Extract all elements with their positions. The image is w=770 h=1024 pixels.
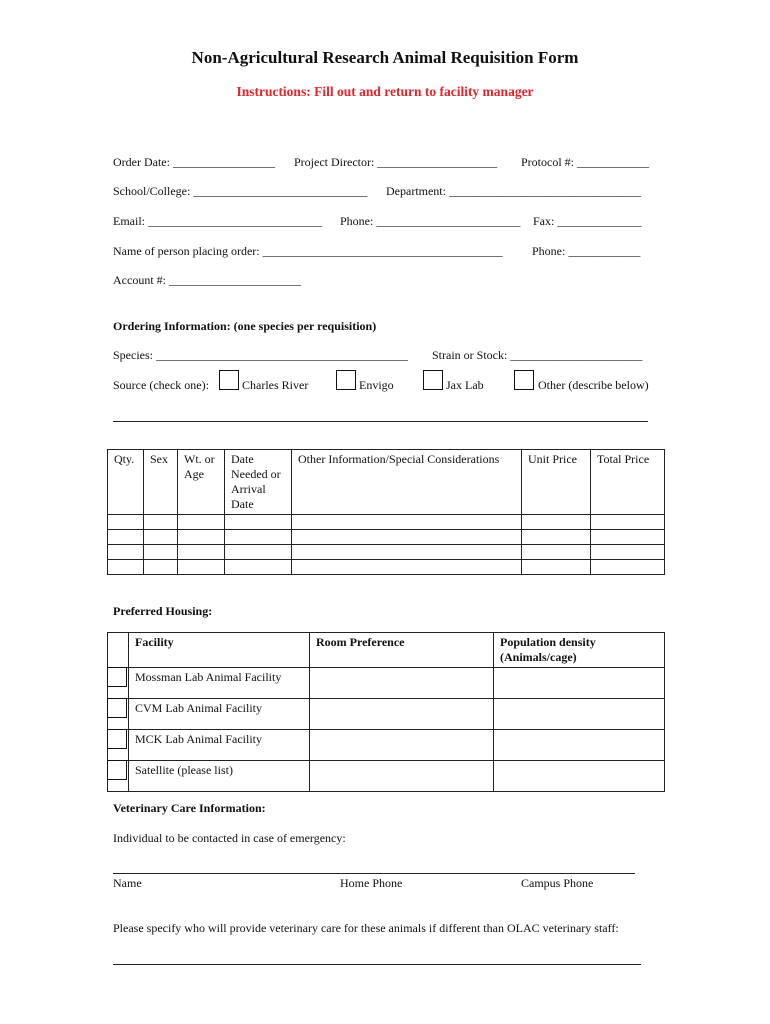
describe-line[interactable] <box>113 421 648 422</box>
header-sex: Sex <box>144 450 178 515</box>
phone2-field[interactable]: Phone: ____________ <box>532 244 641 258</box>
source-charles-river-label: Charles River <box>242 378 309 392</box>
contact-name-label: Name <box>113 876 142 890</box>
table-row[interactable] <box>108 530 665 545</box>
housing-table <box>107 632 665 792</box>
strain-field[interactable]: Strain or Stock: ______________________ <box>432 348 643 362</box>
density-cell[interactable] <box>494 761 665 792</box>
form-title: Non-Agricultural Research Animal Requisition Form <box>191 48 579 67</box>
source-envigo-label: Envigo <box>359 378 394 392</box>
facility-cvm-checkbox[interactable] <box>107 698 127 718</box>
header-total-price: Total Price <box>591 450 665 515</box>
facility-mossman-checkbox[interactable] <box>107 667 127 687</box>
facility-mck-checkbox[interactable] <box>107 729 127 749</box>
source-charles-river-checkbox[interactable] <box>219 370 239 390</box>
vet-care-line[interactable] <box>113 964 641 965</box>
source-jax-lab-label: Jax Lab <box>446 378 484 392</box>
source-jax-lab-checkbox[interactable] <box>423 370 443 390</box>
room-preference-cell[interactable] <box>310 761 494 792</box>
contact-home-phone-label: Home Phone <box>340 876 403 890</box>
room-preference-cell[interactable] <box>310 668 494 699</box>
species-field[interactable]: Species: __________________________________________ <box>113 348 408 362</box>
density-cell[interactable] <box>494 730 665 761</box>
facility-mossman: Mossman Lab Animal Facility <box>129 668 310 699</box>
source-label: Source (check one): <box>113 378 209 392</box>
room-preference-cell[interactable] <box>310 699 494 730</box>
facility-mck: MCK Lab Animal Facility <box>129 730 310 761</box>
order-date-field[interactable]: Order Date: _________________ <box>113 155 275 169</box>
table-row[interactable] <box>108 515 665 530</box>
facility-cvm: CVM Lab Animal Facility <box>129 699 310 730</box>
order-table-header <box>108 450 665 515</box>
housing-header-room: Room Preference <box>310 633 494 668</box>
density-cell[interactable] <box>494 668 665 699</box>
header-date-needed: Date Needed or Arrival Date <box>225 450 292 515</box>
order-table <box>107 449 665 575</box>
header-weight-age: Wt. or Age <box>178 450 225 515</box>
housing-header-density: Population density (Animals/cage) <box>494 633 665 668</box>
vet-heading: Veterinary Care Information: <box>113 801 266 815</box>
emergency-label: Individual to be contacted in case of emergency: <box>113 831 346 845</box>
ordering-heading: Ordering Information: (one species per requisition) <box>113 319 377 333</box>
source-other-checkbox[interactable] <box>514 370 534 390</box>
header-other-info: Other Information/Special Considerations <box>292 450 522 515</box>
person-placing-order-field[interactable]: Name of person placing order: ________________________________________ <box>113 244 503 258</box>
source-other-label: Other (describe below) <box>538 378 649 392</box>
account-field[interactable]: Account #: ______________________ <box>113 273 301 287</box>
project-director-field[interactable]: Project Director: ____________________ <box>294 155 498 169</box>
protocol-field[interactable]: Protocol #: ____________ <box>521 155 649 169</box>
phone-field[interactable]: Phone: ________________________ <box>340 214 521 228</box>
table-row[interactable] <box>108 560 665 575</box>
department-field[interactable]: Department: ________________________________ <box>386 184 641 198</box>
source-envigo-checkbox[interactable] <box>336 370 356 390</box>
header-qty: Qty. <box>108 450 144 515</box>
facility-satellite-checkbox[interactable] <box>107 760 127 780</box>
school-college-field[interactable]: School/College: _____________________________ <box>113 184 368 198</box>
instructions: Instructions: Fill out and return to facility manager <box>236 84 534 99</box>
housing-header-facility: Facility <box>129 633 310 668</box>
room-preference-cell[interactable] <box>310 730 494 761</box>
fax-field[interactable]: Fax: ______________ <box>533 214 642 228</box>
vet-care-question: Please specify who will provide veterinary care for these animals if different than OLAC veterinary staff: <box>113 921 619 935</box>
facility-satellite: Satellite (please list) <box>129 761 310 792</box>
housing-heading: Preferred Housing: <box>113 604 213 618</box>
email-field[interactable]: Email: _____________________________ <box>113 214 322 228</box>
contact-campus-phone-label: Campus Phone <box>521 876 594 890</box>
table-row[interactable] <box>108 545 665 560</box>
header-unit-price: Unit Price <box>522 450 591 515</box>
density-cell[interactable] <box>494 699 665 730</box>
contact-line[interactable] <box>113 873 635 874</box>
